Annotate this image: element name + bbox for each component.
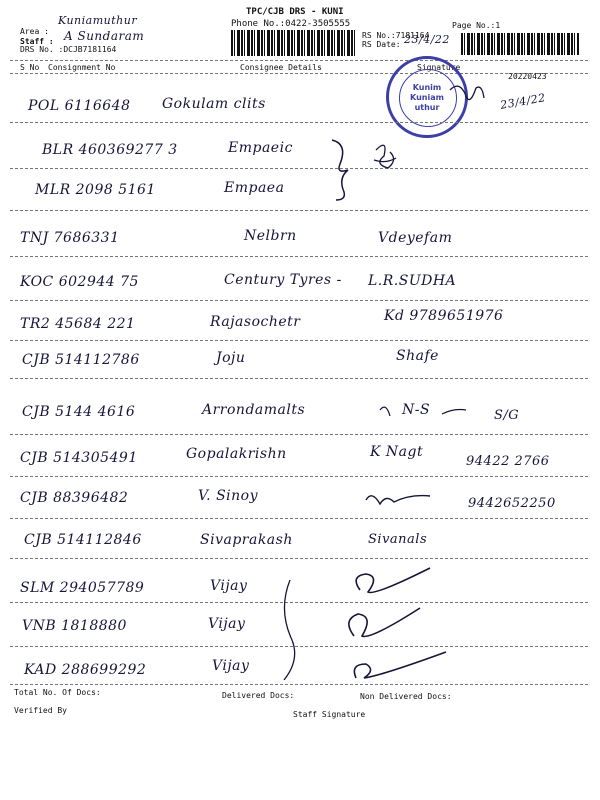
consignee: Century Tyres - — [224, 272, 342, 288]
rs-date-label: RS Date: — [362, 40, 401, 49]
area-label: Area : — [20, 27, 49, 36]
consignment-no: KAD 288699292 — [24, 662, 147, 678]
barcode-1 — [231, 30, 355, 56]
staff-value: A Sundaram — [64, 29, 145, 43]
staff-signature: Staff Signature — [293, 710, 366, 719]
delivered-docs: Delivered Docs: — [222, 691, 295, 700]
col-signature: Signature — [417, 63, 461, 72]
signature: Vdeyefam — [378, 230, 453, 246]
signature-note: 94422 2766 — [466, 454, 550, 469]
consignee: Vijay — [210, 578, 248, 594]
stamp-line-1: Kunim — [412, 83, 442, 92]
consignment-no: VNB 1818880 — [22, 618, 127, 634]
signature: Shafe — [396, 348, 439, 364]
stamp-line-3: uthur — [414, 103, 440, 112]
consignment-no: BLR 460369277 3 — [42, 142, 178, 158]
signature: Kd 9789651976 — [384, 308, 504, 324]
page-number: Page No.:1 — [452, 21, 501, 30]
barcode-2 — [461, 33, 579, 55]
consignee: Vijay — [212, 658, 250, 674]
consignment-no: TR2 45684 221 — [20, 316, 136, 332]
consignee: Nelbrn — [244, 228, 297, 244]
document-title: TPC/CJB DRS - KUNI — [246, 7, 344, 17]
area-value: Kuniamuthur — [58, 14, 138, 27]
consignee: Arrondamalts — [202, 402, 306, 418]
signature-note: S/G — [494, 408, 520, 423]
consignee: Vijay — [208, 616, 246, 632]
header-rule-bottom — [10, 73, 588, 74]
date-code: 20220423 — [508, 72, 547, 81]
consignment-no: CJB 514112786 — [22, 352, 140, 368]
consignee: Gokulam clits — [162, 96, 266, 112]
col-consignment: Consignment No — [48, 63, 116, 72]
consignment-no: MLR 2098 5161 — [35, 182, 156, 198]
signature: N-S — [402, 402, 431, 418]
drs-number: DRS No. :DCJB7181164 — [20, 45, 117, 54]
consignment-no: POL 6116648 — [28, 98, 131, 114]
total-docs: Total No. Of Docs: — [14, 688, 101, 697]
signature: Sivanals — [368, 532, 428, 547]
phone-number: Phone No.:0422-3505555 — [231, 19, 351, 29]
consignee: Empaeic — [228, 140, 293, 156]
col-sno: S No — [20, 63, 40, 72]
col-consignee: Consignee Details — [240, 63, 322, 72]
signature: L.R.SUDHA — [368, 273, 457, 289]
staff-label: Staff : — [20, 37, 54, 46]
consignee: Joju — [216, 350, 246, 366]
consignee: Gopalakrishn — [186, 446, 287, 462]
rs-date-value: 23/4/22 — [404, 33, 450, 46]
header-rule-top — [10, 60, 588, 61]
consignment-no: TNJ 7686331 — [20, 230, 120, 246]
verified-by: Verified By — [14, 706, 67, 715]
consignee: V. Sinoy — [198, 488, 258, 504]
signature-scribbles — [270, 80, 600, 690]
signature: K Nagt — [370, 444, 424, 460]
consignment-no: CJB 514305491 — [20, 450, 138, 466]
consignment-no: CJB 514112846 — [24, 532, 142, 548]
consignment-no: CJB 5144 4616 — [22, 404, 136, 420]
consignee: Empaea — [224, 180, 285, 196]
consignment-no: SLM 294057789 — [20, 580, 145, 596]
stamp-date: 23/4/22 — [499, 91, 547, 112]
signature-note: 9442652250 — [468, 496, 556, 511]
consignee: Sivaprakash — [200, 532, 293, 548]
consignment-no: CJB 88396482 — [20, 490, 129, 506]
non-delivered-docs: Non Delivered Docs: — [360, 692, 452, 701]
stamp-line-2: Kuniam — [410, 93, 444, 102]
consignment-no: KOC 602944 75 — [20, 274, 139, 290]
consignee: Rajasochetr — [210, 314, 301, 330]
rs-number: RS No.:7181164 — [362, 31, 430, 40]
